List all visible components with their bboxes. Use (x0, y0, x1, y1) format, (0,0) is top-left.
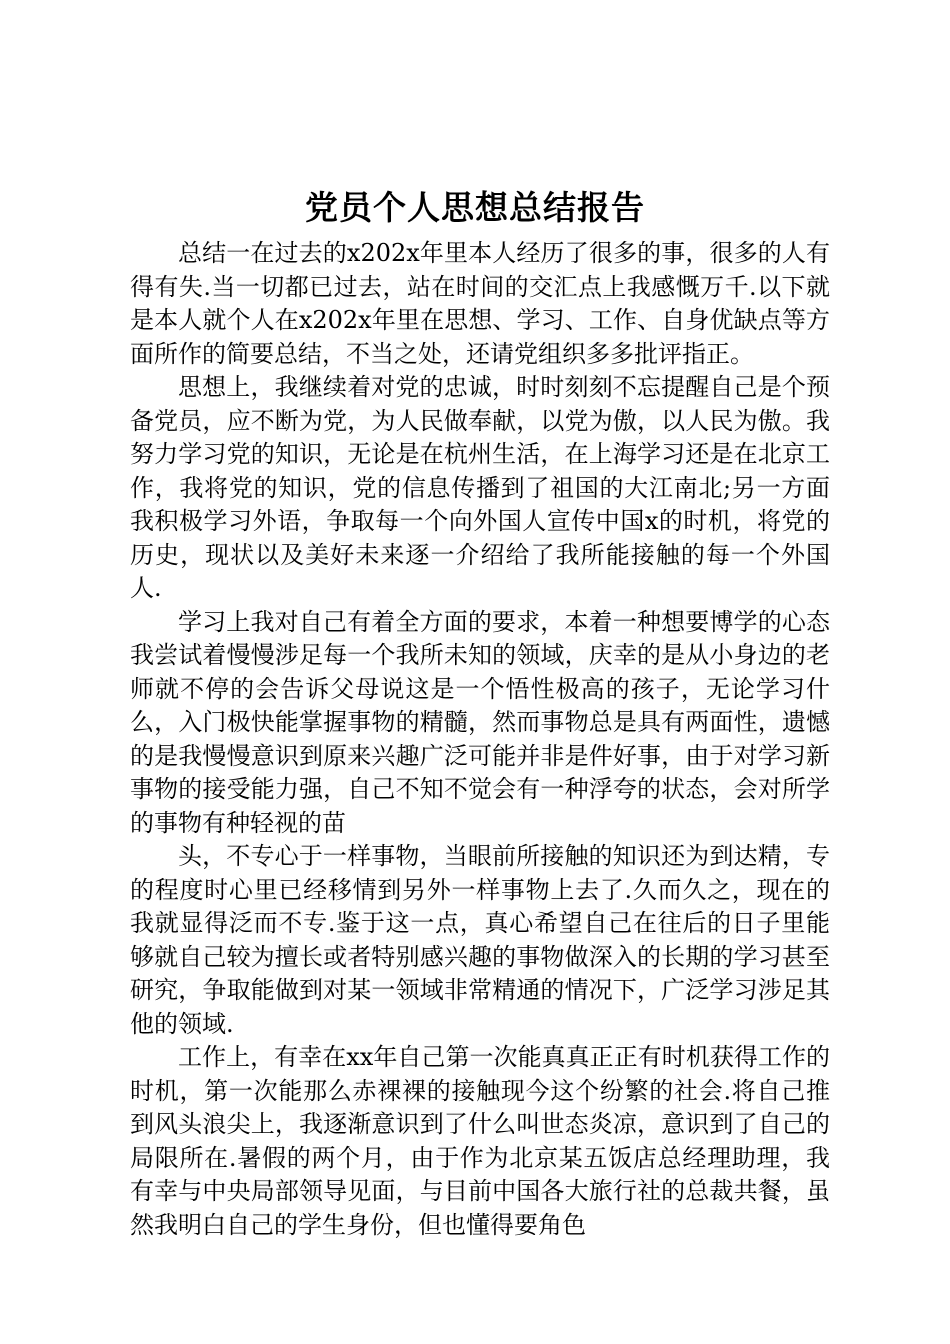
paragraph-intro: 总结一在过去的x202x年里本人经历了很多的事，很多的人有得有失.当一切都已过去，站在时间的交汇点上我感慨万千.以下就是本人就个人在x202x年里在思想、学习、工作、自身优缺点等方面所作的简要总结，不当之处，还请党组织多多批评指正。 (130, 239, 830, 368)
paragraph-study-continued: 头，不专心于一样事物，当眼前所接触的知识还为到达精，专的程度时心里已经移情到另外一样事物上去了.久而久之，现在的我就显得泛而不专.鉴于这一点，真心希望自己在往后的日子里能够就自己较为擅长或者特别感兴趣的事物做深入的长期的学习甚至研究，争取能做到对某一领域非常精通的情况下，广泛学习涉足其他的领域. (130, 842, 830, 1038)
document-title: 党员个人思想总结报告 (305, 188, 645, 227)
paragraph-study: 学习上我对自己有着全方面的要求，本着一种想要博学的心态我尝试着慢慢涉足每一个我所未知的领域，庆幸的是从小身边的老师就不停的会告诉父母说这是一个悟性极高的孩子，无论学习什么，入门极快能掌握事物的精髓，然而事物总是具有两面性，遗憾的是我慢慢意识到原来兴趣广泛可能并非是件好事，由于对学习新事物的接受能力强，自己不知不觉会有一种浮夸的状态，会对所学的事物有种轻视的苗 (130, 607, 830, 837)
paragraph-work: 工作上，有幸在xx年自己第一次能真真正正有时机获得工作的时机，第一次能那么赤裸裸的接触现今这个纷繁的社会.将自己推到风头浪尖上，我逐渐意识到了什么叫世态炎凉，意识到了自己的局限所在.暑假的两个月，由于作为北京某五饭店总经理助理，我有幸与中央局部领导见面，与目前中国各大旅行社的总裁共餐，虽然我明白自己的学生身份，但也懂得要角色 (130, 1043, 830, 1239)
paragraph-thought: 思想上，我继续着对党的忠诚，时时刻刻不忘提醒自己是个预备党员，应不断为党，为人民做奉献，以党为傲，以人民为傲。我努力学习党的知识，无论是在杭州生活，在上海学习还是在北京工作，我将党的知识，党的信息传播到了祖国的大江南北;另一方面我积极学习外语，争取每一个向外国人宣传中国x的时机，将党的历史，现状以及美好未来逐一介绍给了我所能接触的每一个外国人. (130, 373, 830, 602)
document-body (130, 237, 830, 1242)
